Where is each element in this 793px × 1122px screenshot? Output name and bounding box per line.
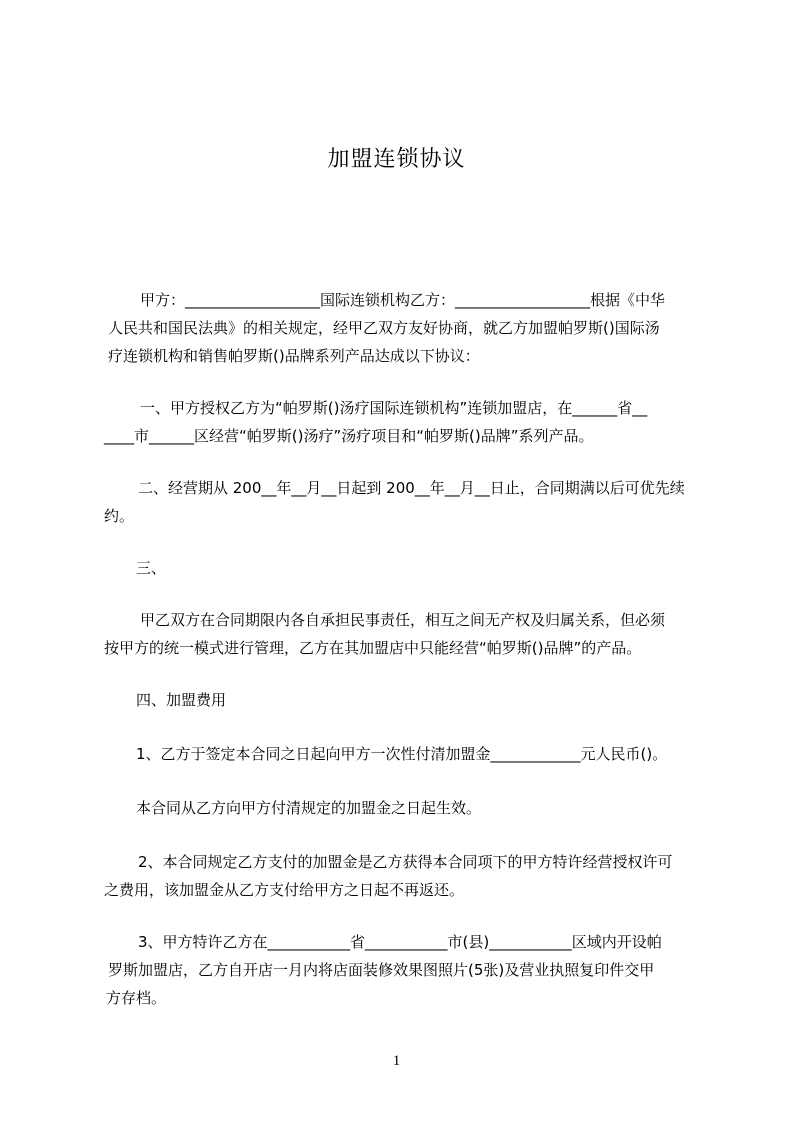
- paragraph-line: 甲乙双方在合同期限内各自承担民事责任，相互之间无产权及归属关系，但必须: [140, 611, 666, 629]
- paragraph-line: 人民共和国民法典》的相关规定，经甲乙双方友好协商，就乙方加盟帕罗斯()国际汤: [108, 319, 660, 337]
- section-heading: 三、: [136, 559, 167, 577]
- paragraph-line: 按甲方的统一模式进行管理，乙方在其加盟店中只能经营“帕罗斯()品牌”的产品。: [104, 639, 642, 657]
- document-title: 加盟连锁协议: [327, 147, 466, 172]
- section-heading: 四、加盟费用: [136, 691, 227, 709]
- paragraph-line: 2、本合同规定乙方支付的加盟金是乙方获得本合同项下的甲方特许经营授权许可: [138, 853, 673, 871]
- paragraph-line: ____市______区经营“帕罗斯()汤疗”汤疗项目和“帕罗斯()品牌”系列产品。: [104, 427, 594, 445]
- paragraph-line: 3、甲方特许乙方在___________省___________市(县)___________区域内开设帕: [138, 933, 662, 951]
- paragraph-line: 本合同从乙方向甲方付清规定的加盟金之日起生效。: [136, 799, 482, 817]
- paragraph-line: 1、乙方于签定本合同之日起向甲方一次性付清加盟金____________元人民币()。: [136, 745, 668, 763]
- paragraph-line: 之费用，该加盟金从乙方支付给甲方之日起不再返还。: [104, 881, 465, 899]
- paragraph-line: 罗斯加盟店，乙方自开店一月内将店面装修效果图照片(5张)及营业执照复印件交甲: [108, 961, 655, 979]
- paragraph-line: 方存档。: [106, 989, 167, 1007]
- page-number: 1: [392, 1053, 401, 1069]
- paragraph-line: 一、甲方授权乙方为“帕罗斯()汤疗国际连锁机构”连锁加盟店，在______省__: [140, 399, 648, 417]
- paragraph-line: 约。: [104, 507, 135, 525]
- paragraph-line: 甲方：__________________国际连锁机构乙方：__________________根据《中华: [140, 291, 666, 309]
- paragraph-line: 二、经营期从 200__年__月__日起到 200__年__月__日止，合同期满以后可优先续: [138, 479, 685, 497]
- paragraph-line: 疗连锁机构和销售帕罗斯()品牌系列产品达成以下协议：: [108, 347, 480, 365]
